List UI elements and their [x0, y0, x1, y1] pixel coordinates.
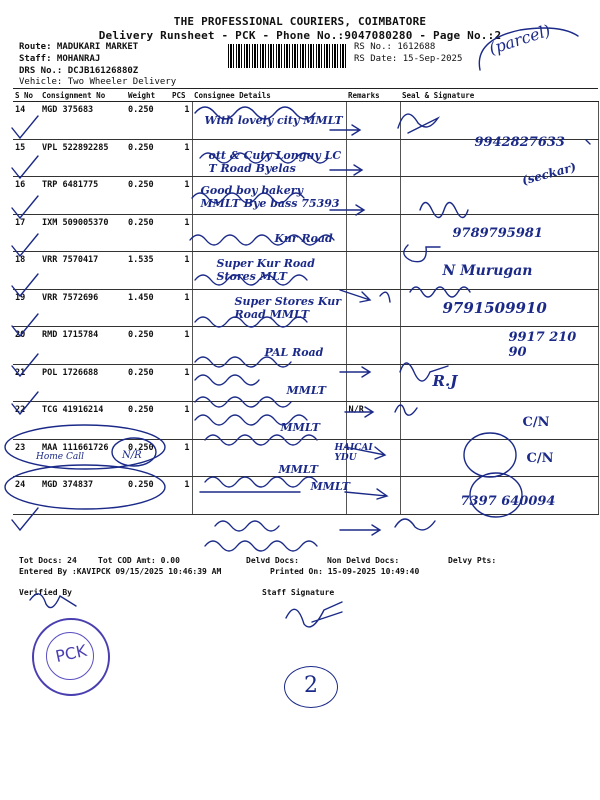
consignee-handwriting: Super Kur Road Stores MLT — [216, 257, 315, 283]
cn-circle — [464, 433, 516, 477]
signature-handwriting: (seckar) — [519, 159, 578, 188]
consignee-handwriting: PAL Road — [264, 346, 324, 359]
signature-handwriting: C/N — [526, 450, 554, 466]
signature-handwriting: 7397 640094 — [460, 494, 556, 509]
row-sno: 15 — [13, 139, 40, 177]
row-sno: 17 — [13, 214, 40, 252]
signature-scribble — [380, 287, 470, 302]
drs-number: DRS No.: DCJB16126880Z — [19, 66, 139, 76]
row-weight: 0.250 — [126, 177, 170, 215]
signature-handwriting: 9942827633 — [474, 134, 565, 150]
tick-mark — [12, 314, 38, 336]
row-pcs: 1 — [170, 177, 192, 215]
scribble — [195, 107, 315, 119]
consignee-handwriting: MMLT — [278, 462, 318, 476]
consignee-handwriting: MMLT — [280, 421, 320, 434]
scribble — [190, 235, 334, 245]
consignee-handwriting: Good boy bakery MMLT Bye bass 75393 — [200, 184, 340, 210]
vehicle-label: Vehicle: Two Wheeler Delivery — [19, 77, 177, 87]
row-pcs: 1 — [170, 402, 192, 440]
company-title: THE PROFESSIONAL COURIERS, COIMBATORE — [173, 15, 427, 28]
route-label: Route: MADUKARI MARKET — [19, 42, 139, 52]
row-weight: 0.250 — [126, 214, 170, 252]
row-pcs: 1 — [170, 139, 192, 177]
col-sno: S No — [13, 89, 40, 102]
row-consignment: MGD 374837 — [40, 477, 126, 515]
arrow-mark — [330, 205, 364, 215]
tick-mark — [12, 234, 38, 256]
col-consignment: Consignment No — [40, 89, 126, 102]
row-consignment: POL 1726688 — [40, 364, 126, 402]
row-weight: 0.250 — [126, 327, 170, 365]
scribble — [192, 193, 304, 203]
row-pcs: 1 — [170, 477, 192, 515]
consignee-handwriting: Kur Road — [274, 231, 333, 245]
tick-mark — [12, 274, 38, 296]
row-consignment: MGD 375683 — [40, 102, 126, 140]
tick-mark — [12, 354, 38, 376]
staff-signature-scribble — [286, 602, 342, 627]
signature-handwriting: N Murugan — [442, 263, 533, 279]
cn-circle — [470, 473, 522, 517]
consignee-handwriting: MMLT — [310, 480, 350, 493]
signature-scribble — [400, 363, 448, 381]
arrow-mark — [345, 447, 385, 459]
col-remarks: Remarks — [346, 89, 400, 102]
row-pcs: 1 — [170, 439, 192, 477]
col-weight: Weight — [126, 89, 170, 102]
signature-handwriting: R.J — [432, 371, 458, 390]
rs-date: RS Date: 15-Sep-2025 — [354, 54, 463, 64]
signature-handwriting: 9791509910 — [442, 298, 547, 317]
arrow-mark — [345, 407, 373, 417]
row-weight: 0.250 — [126, 364, 170, 402]
row-weight: 1.450 — [126, 289, 170, 327]
row-consignment: VPL 522892285 — [40, 139, 126, 177]
row-weight: 0.250 — [126, 402, 170, 440]
row-sno: 24 — [13, 477, 40, 515]
tick-mark — [12, 508, 38, 530]
signature-scribble — [398, 114, 438, 133]
row-consignment: RMD 1715784 — [40, 327, 126, 365]
delivery-points: Delvy Pts: — [448, 556, 497, 565]
row-weight: 0.250 — [126, 477, 170, 515]
arrow-mark — [330, 125, 360, 135]
arrow-mark — [330, 165, 362, 175]
verified-signature — [30, 594, 76, 608]
col-signature: Seal & Signature — [400, 89, 598, 102]
consignee-handwriting: MMLT — [286, 383, 326, 397]
row-consignment: TCG 41916214 — [40, 402, 126, 440]
signature-handwriting: 9917 210 90 — [508, 330, 577, 360]
col-consignee: Consignee Details — [192, 89, 346, 102]
runsheet-title: Delivery Runsheet - PCK - Phone No.:9047080280 - Page No.:2 — [98, 29, 502, 42]
parcel-circle — [479, 28, 578, 70]
consignee-handwriting: Super Stores Kur Road MMLT — [234, 294, 342, 321]
row-sno: 21 — [13, 364, 40, 402]
row-consignment: VRR 7572696 — [40, 289, 126, 327]
signature-handwriting: C/N — [522, 415, 550, 430]
remark-handwriting: HAICAI YDU — [334, 442, 373, 463]
row-weight: 0.250 — [126, 139, 170, 177]
stamp-text: PCK — [53, 640, 89, 667]
total-cod-amount: Tot COD Amt: 0.00 — [98, 556, 180, 565]
tick-mark — [12, 392, 38, 414]
arrow-mark — [345, 489, 387, 499]
circle-mark — [112, 438, 156, 466]
row-pcs: 1 — [170, 252, 192, 290]
row-pcs: 1 — [170, 327, 192, 365]
row-consignment: IXM 509005370 — [40, 214, 126, 252]
row-sno: 18 — [13, 252, 40, 290]
signature-scribble — [420, 203, 468, 218]
row-sno: 22 — [13, 402, 40, 440]
bracket-mark — [586, 140, 590, 144]
circle-mark — [5, 425, 165, 469]
verified-by-label: Verified By — [19, 588, 72, 597]
row-sno: 23 — [13, 439, 40, 477]
scribble — [195, 275, 307, 285]
row-weight: 1.535 — [126, 252, 170, 290]
entered-by: Entered By :KAVIPCK 09/15/2025 10:46:39 AM — [19, 567, 222, 576]
scribble — [200, 153, 328, 163]
signature-scribble — [395, 405, 417, 415]
row-pcs: 1 — [170, 214, 192, 252]
signature-scribble — [395, 519, 435, 530]
row-pcs: 1 — [170, 289, 192, 327]
nr-note: N/R — [122, 450, 142, 461]
staff-label: Staff: MOHANRAJ — [19, 54, 101, 64]
consignee-handwriting: ott & Cuty Longuy LC T Road Byelas — [208, 148, 342, 175]
parcel-handwritten-note: (parcel) — [486, 20, 553, 59]
scribble — [205, 521, 317, 551]
row-sno: 19 — [13, 289, 40, 327]
scribble — [200, 477, 317, 492]
row-sno: 14 — [13, 102, 40, 140]
row-pcs: 1 — [170, 364, 192, 402]
row-sno: 20 — [13, 327, 40, 365]
scribble — [195, 397, 307, 425]
scribble — [195, 317, 307, 327]
signature-scribble — [404, 245, 440, 262]
col-pcs: PCS — [170, 89, 192, 102]
arrow-mark — [340, 290, 370, 302]
scribble — [195, 357, 291, 385]
row-consignment: MAA 111661726 — [40, 439, 126, 477]
tick-mark — [12, 116, 38, 138]
rs-number: RS No.: 1612688 — [354, 42, 436, 52]
row-remarks: N/R — [346, 402, 400, 440]
row-consignment: VRR 7570417 — [40, 252, 126, 290]
arrow-mark — [340, 367, 370, 377]
arrow-mark — [340, 525, 380, 535]
home-call-note: Home Call — [36, 452, 84, 462]
printed-on: Printed On: 15-09-2025 10:49:40 — [270, 567, 420, 576]
delivered-docs: Delvd Docs: — [246, 556, 299, 565]
consignee-handwriting: With lovely city MMLT — [204, 114, 343, 127]
tick-mark — [12, 156, 38, 178]
total-docs: Tot Docs: 24 — [19, 556, 77, 565]
row-consignment: TRP 6481775 — [40, 177, 126, 215]
row-weight: 0.250 — [126, 439, 170, 477]
row-sno: 16 — [13, 177, 40, 215]
non-delivered-docs: Non Delvd Docs: — [327, 556, 400, 565]
circle-mark — [5, 465, 165, 509]
tick-mark — [12, 196, 38, 218]
row-weight: 0.250 — [126, 102, 170, 140]
row-pcs: 1 — [170, 102, 192, 140]
scribble — [205, 435, 317, 445]
circled-number-text: 2 — [304, 673, 318, 698]
staff-signature-label: Staff Signature — [262, 588, 335, 597]
signature-handwriting: 9789795981 — [452, 225, 543, 241]
